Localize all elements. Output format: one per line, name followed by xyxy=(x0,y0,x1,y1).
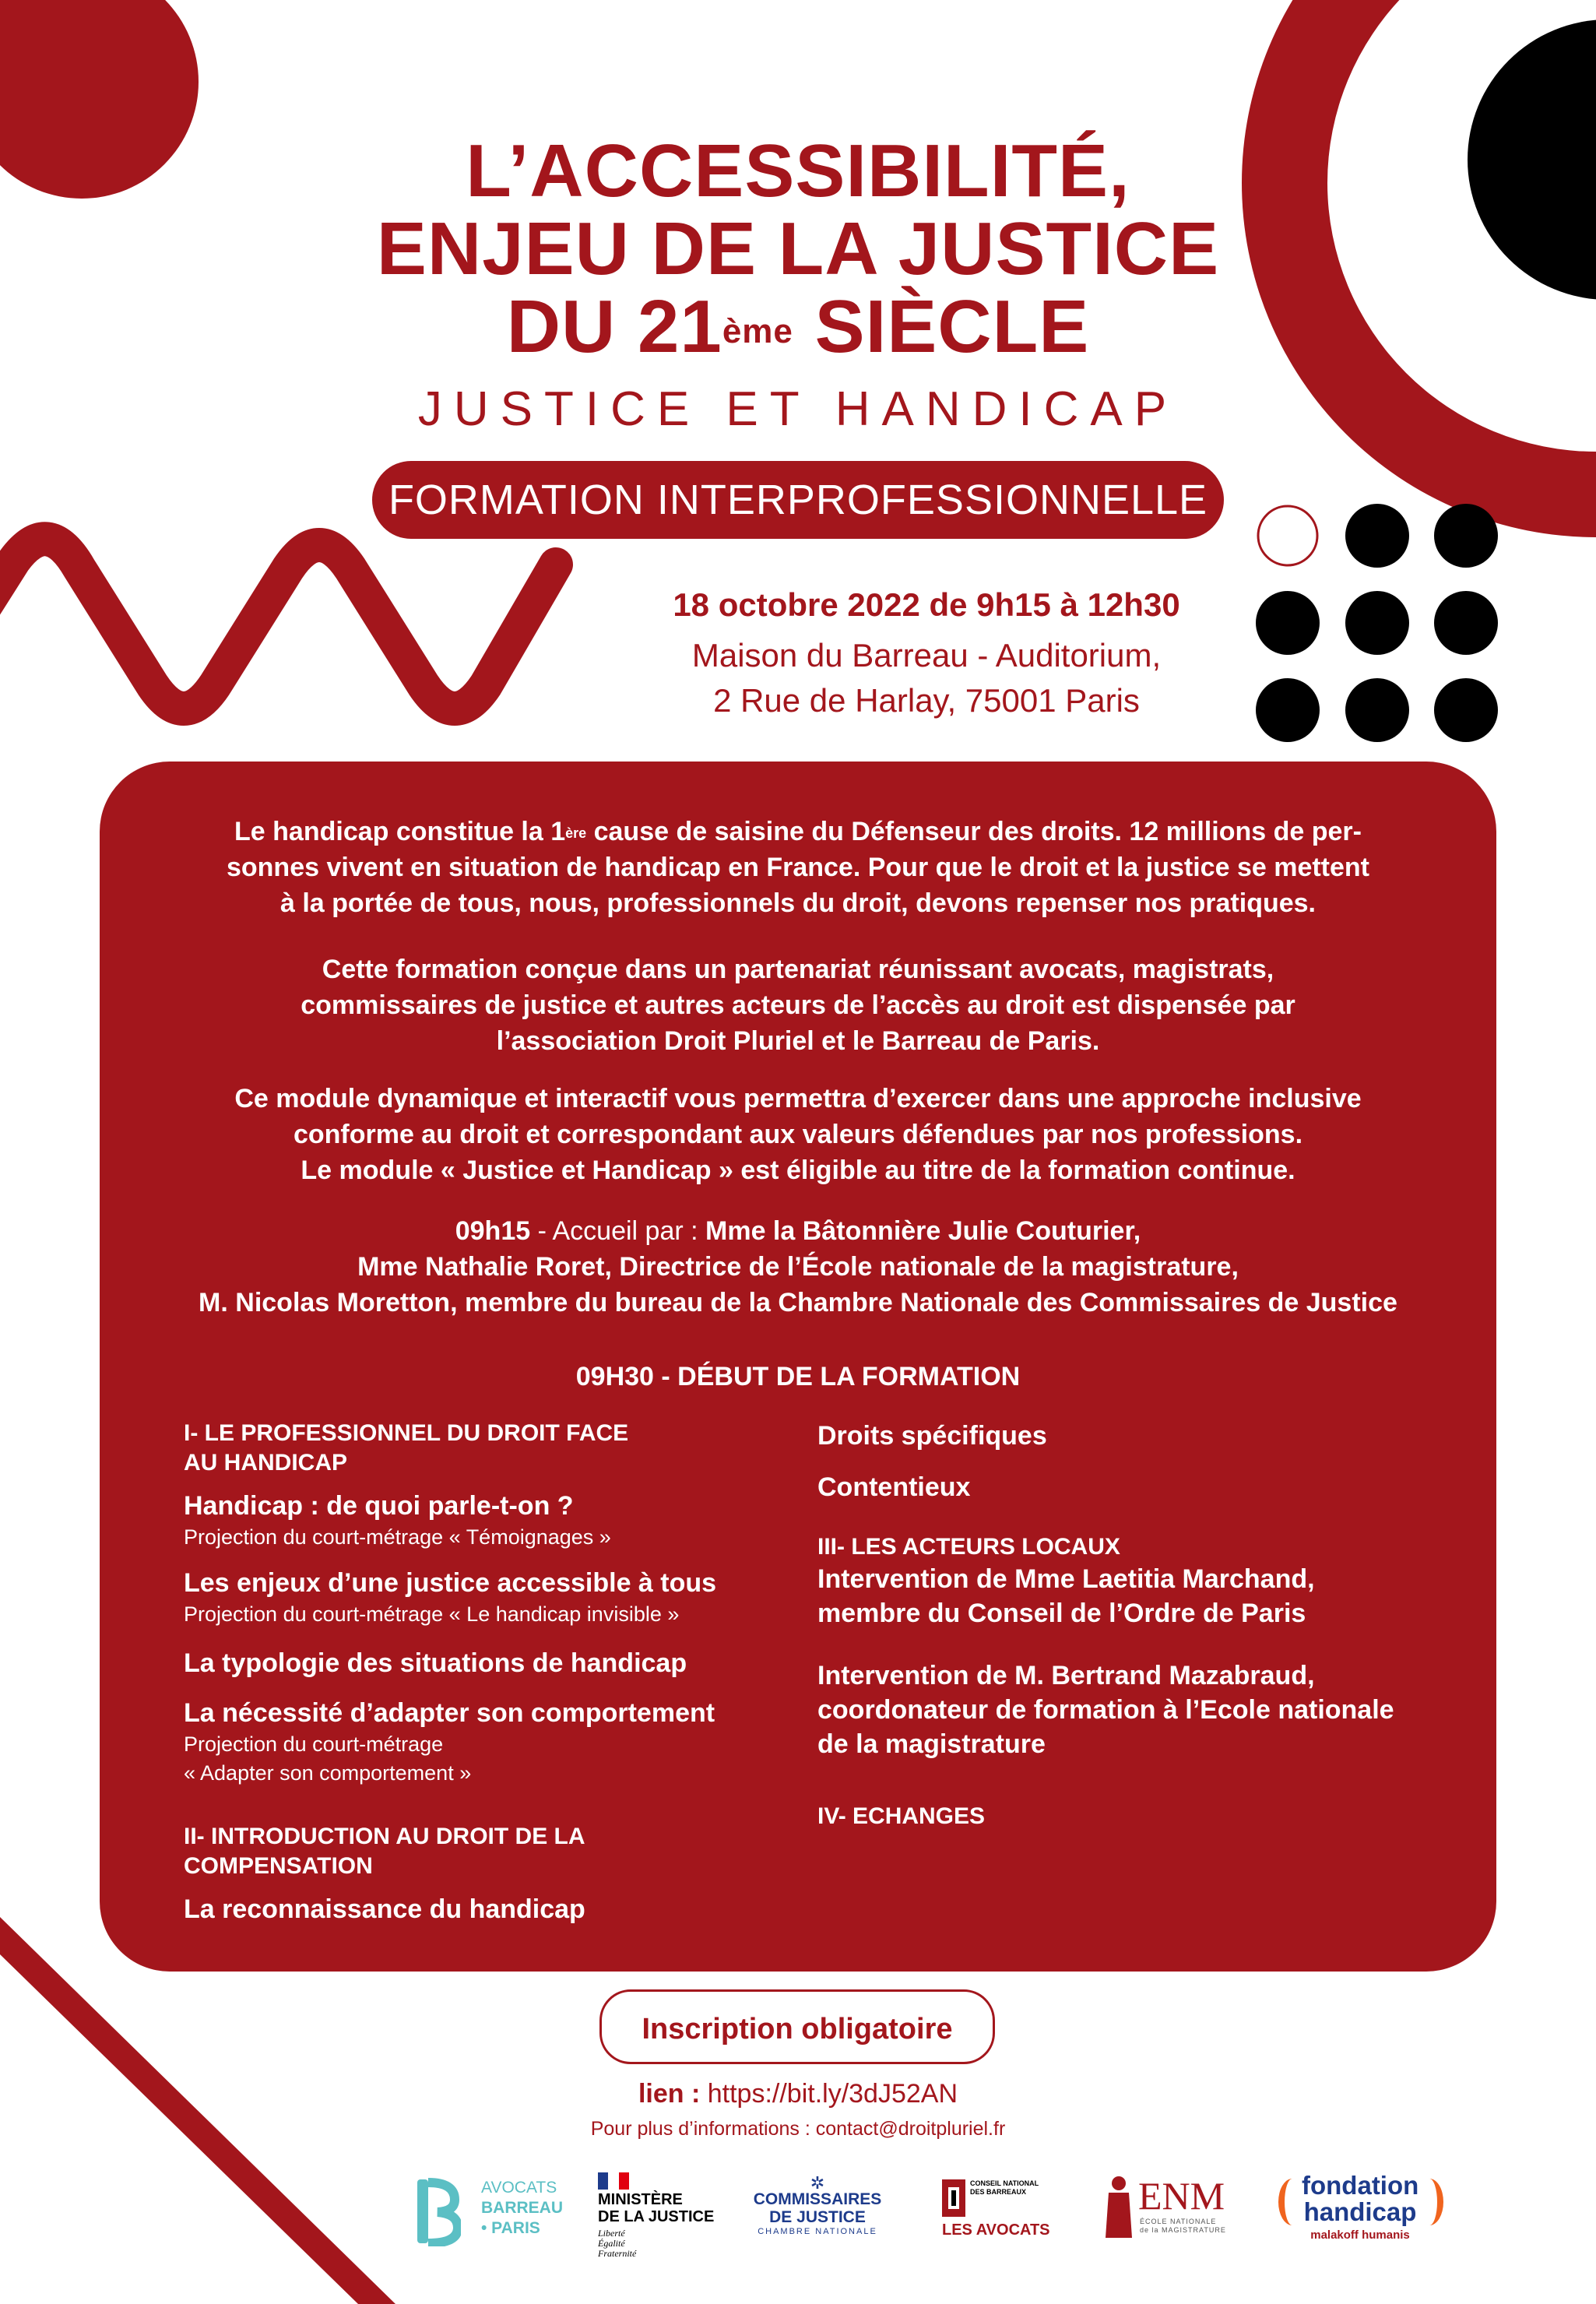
registration-url[interactable]: https://bit.ly/3dJ52AN xyxy=(700,2079,958,2109)
dot xyxy=(1434,591,1498,655)
welcome-paragraph: 09h15 - Accueil par : Mme la Bâtonnière Julie Couturier, Mme Nathalie Roret, Directrice de l’École nationale de la magistrature, M. Nicolas Moretton, membre du bureau de la Chambre Nationale des Commissaires de Justice xyxy=(199,1216,1397,1317)
marianne-flag-icon xyxy=(598,2172,629,2190)
intro-paragraph-2: Cette formation conçue dans un partenariat réunissant avocats, magistrats, commissaires de justice et autres acteurs de l’accès au droit est dispensée par l’association Droit Pluriel et le Barreau de Paris. xyxy=(301,955,1295,1056)
program-item: La typologie des situations de handicap xyxy=(184,1648,687,1678)
title-line-2: ENJEU DE LA JUSTICE xyxy=(376,207,1220,290)
section-3-heading: III- LES ACTEURS LOCAUX xyxy=(817,1534,1120,1560)
training-start-heading: 09H30 - DÉBUT DE LA FORMATION xyxy=(575,1362,1021,1391)
dot xyxy=(1345,504,1409,568)
section-1-heading: I- LE PROFESSIONNEL DU DROIT FACE xyxy=(184,1420,629,1446)
barreau-b-icon xyxy=(414,2176,461,2246)
program-left-column xyxy=(184,1419,775,1926)
event-address: 2 Rue de Harlay, 75001 Paris xyxy=(713,682,1140,719)
section-2-heading-cont: COMPENSATION xyxy=(184,1853,373,1879)
enm-logo: ENM ÉCOLE NATIONALE de la MAGISTRATURE xyxy=(1106,2172,1246,2250)
formation-badge: FORMATION INTERPROFESSIONNELLE xyxy=(372,461,1224,539)
title-superscript: ème xyxy=(722,312,793,350)
program-right-column xyxy=(817,1419,1456,1831)
registration-link[interactable]: lien : https://bit.ly/3dJ52AN xyxy=(638,2079,958,2109)
title-line-3-start: DU 21 xyxy=(506,285,722,368)
program-item: de la magistrature xyxy=(817,1729,1046,1759)
program-item: Contentieux xyxy=(817,1472,971,1502)
dot-outline xyxy=(1258,506,1317,565)
seal-icon: ✲ xyxy=(810,2173,825,2193)
program-item: membre du Conseil de l’Ordre de Paris xyxy=(817,1599,1306,1628)
event-venue: Maison du Barreau - Auditorium, xyxy=(691,637,1162,674)
section-1-heading-cont: AU HANDICAP xyxy=(184,1450,347,1476)
bracket-right-icon xyxy=(1415,2179,1443,2225)
intro-paragraph-1: Le handicap constitue la 1ère cause de saisine du Défenseur des droits. 12 millions de per- sonnes vivent en situation de handicap en France. Pour que le droit et la justice se mettent à la portée de tous, nous, professionnels du droit, devons repenser nos pratiques. xyxy=(226,817,1369,918)
ministere-justice-logo: MINISTÈRE DE LA JUSTICE Liberté Égalité Fraternité xyxy=(598,2172,730,2274)
title-line-3-end: SIÈCLE xyxy=(793,285,1090,368)
enm-figure-icon xyxy=(1106,2176,1132,2238)
dot xyxy=(1434,678,1498,742)
section-2-heading: II- INTRODUCTION AU DROIT DE LA xyxy=(184,1824,585,1849)
dot xyxy=(1434,504,1498,568)
avocats-barreau-paris-logo: AVOCATS BARREAU • PARIS xyxy=(414,2176,554,2246)
section-4-heading: IV- ECHANGES xyxy=(817,1803,986,1829)
program-item: coordonateur de formation à l’Ecole nationale xyxy=(817,1695,1394,1725)
registration-button[interactable]: Inscription obligatoire xyxy=(599,1989,995,2064)
cnb-emblem-icon xyxy=(942,2179,965,2217)
program-item: Intervention de M. Bertrand Mazabraud, xyxy=(817,1661,1315,1690)
program-item-note: Projection du court-métrage « Témoignages » xyxy=(184,1525,611,1549)
fondation-handicap-logo: fondation handicap malakoff humanis xyxy=(1263,2172,1457,2250)
title-line-3 xyxy=(0,285,1596,368)
program-item: La nécessité d’adapter son comportement xyxy=(184,1698,715,1728)
bottom-left-diagonal-stripe xyxy=(0,1917,395,2304)
program-item: Intervention de Mme Laetitia Marchand, xyxy=(817,1564,1315,1594)
program-item-note: Projection du court-métrage « Le handicap invisible » xyxy=(184,1602,680,1626)
contact-info: Pour plus d’informations : contact@droitpluriel.fr xyxy=(590,2118,1006,2140)
event-date: 18 octobre 2022 de 9h15 à 12h30 xyxy=(673,586,1180,623)
intro-paragraph-3: Ce module dynamique et interactif vous permettra d’exercer dans une approche inclusive conforme au droit et correspondant aux valeurs défendues par nos professions. Le module « Justice et Handicap » est éligible au titre de la formation continue. xyxy=(234,1084,1362,1185)
program-item: Droits spécifiques xyxy=(817,1421,1047,1451)
subtitle: JUSTICE ET HANDICAP xyxy=(417,382,1179,436)
commissaires-de-justice-logo: ✲ COMMISSAIRES DE JUSTICE CHAMBRE NATIONALE xyxy=(747,2176,888,2246)
program-item: Handicap : de quoi parle-t-on ? xyxy=(184,1491,574,1521)
conseil-national-des-barreaux-logo: CONSEIL NATIONAL DES BARREAUX LES AVOCATS xyxy=(942,2179,1050,2239)
program-item: La reconnaissance du handicap xyxy=(184,1894,585,1924)
program-item: Les enjeux d’une justice accessible à tous xyxy=(184,1568,717,1598)
program-item-note: « Adapter son comportement » xyxy=(184,1761,472,1785)
title-line-1: L’ACCESSIBILITÉ, xyxy=(466,129,1130,213)
program-item-note: Projection du court-métrage xyxy=(184,1732,444,1756)
